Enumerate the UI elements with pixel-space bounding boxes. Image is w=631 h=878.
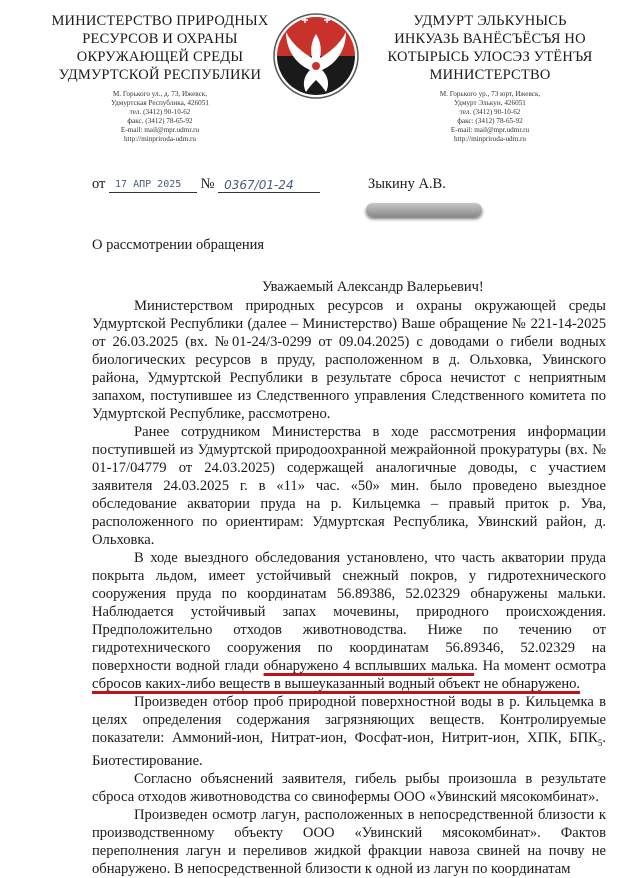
title-line: ОКРУЖАЮЩЕЙ СРЕДЫ	[76, 49, 244, 65]
date-stamp: 17 АПР 2025	[115, 179, 182, 190]
number-label: №	[200, 176, 215, 192]
text: . Биотестирование.	[92, 730, 606, 769]
website: http://minpriroda-udm.ru	[123, 135, 197, 143]
text: Произведен отбор проб природной поверхностной воды в р. Кильцемка в целях определения содержания загрязняющих веществ. Контролируемые показатели: Аммоний-ион, Нитрат-ион, Фосфат-ион, Нитрит-ион, ХПК, БПК	[92, 694, 606, 746]
text: . На момент осмотра	[474, 658, 606, 674]
ministry-name-ru	[35, 12, 285, 84]
address-line: М. Горького ур., 73 юрт, Ижевск,	[439, 90, 541, 98]
paragraph	[92, 549, 606, 693]
address-line: М. Горького ул., д. 73, Ижевск,	[112, 90, 208, 98]
letter-body	[92, 297, 606, 878]
document-date-number	[92, 176, 320, 193]
subscript: 5	[597, 737, 603, 748]
number-field	[218, 176, 320, 193]
recipient-name: Зыкину А.В.	[368, 176, 446, 192]
ministry-header-udmurt	[365, 12, 615, 144]
underlined-highlight: сбросов каких-либо веществ в вышеуказанный водный объект не обнаружено.	[92, 676, 581, 692]
document-number: 0367/01-24	[224, 178, 294, 192]
fax: факс: (3412) 78-65-92	[457, 117, 523, 125]
title-line: УДМУРТСКОЙ РЕСПУБЛИКИ	[58, 67, 262, 83]
paragraph	[92, 693, 606, 770]
fax: факс. (3412) 78-65-92	[127, 117, 193, 125]
title-line: УДМУРТ ЭЛЬКУНЫСЬ	[413, 13, 567, 29]
ministry-address-ru	[35, 90, 285, 144]
paragraph: Министерством природных ресурсов и охраны окружающей среды Удмуртской Республики (далее – Министерство) Ваше обращение № 221-14-2025 от 26.03.2025 (вх. №01-24/3-0299 от 09.04.2025) с доводами о гибели водных биологических ресурсов в пруду, расположенном в д. Ольховка, Увинского района, Удмуртской Республики в результате сброса нечистот с неприятным запахом, поступившее из Следственного управления Следственного комитета по Удмуртской Республике, рассмотрено.	[92, 298, 606, 422]
phone: тел. (3412) 90-10-62	[129, 108, 191, 116]
title-line: МИНИСТЕРСТВО	[429, 67, 551, 83]
email: E-mail: mail@mpr.udmr.ru	[450, 126, 530, 134]
from-label: от	[92, 176, 106, 192]
date-field	[109, 176, 197, 193]
paragraph: Произведен осмотр лагун, расположенных в непосредственной близости к производственному объекту ООО «Увинский мясокомбинат». Фактов переполнения лагун и переливов жидкой фракции навоза свиней на почву не обнаружено. В непосредственной близости к одной из лагун по координатам	[92, 806, 606, 877]
title-line: КОТЫРЫСЬ УЛОСЭЗ УТЁНЪЯ	[387, 49, 593, 65]
ministry-name-udm	[365, 12, 615, 84]
greeting: Уважаемый Александр Валерьевич!	[262, 279, 484, 295]
text: В ходе выездного обследования установлено, что часть акватории пруда покрыта льдом, имеет устойчивый снежный покров, у гидротехнического сооружения пруда по координатам 56.89386, 52.02329 обнаружены мальки. Наблюдается устойчивый запах мочевины, природного происхождения. Предположительно отходов животноводства. Ниже по течению от гидротехнического сооружения по координатам 56.89346, 52.02329 на поверхности водной глади	[92, 550, 606, 674]
title-line: РЕСУРСОВ И ОХРАНЫ	[82, 31, 238, 47]
title-line: МИНИСТЕРСТВО ПРИРОДНЫХ	[51, 13, 269, 29]
website: http://minpriroda-udm.ru	[453, 135, 527, 143]
paragraph: Согласно объяснений заявителя, гибель рыбы произошла в результате сброса отходов животноводства со свинофермы ООО «Увинский мясокомбинат».	[92, 770, 606, 805]
subject-line: О рассмотрении обращения	[92, 237, 265, 253]
underlined-highlight: обнаружено 4 всплывших малька	[263, 658, 475, 674]
phone: тел. (3412) 90-10-62	[459, 108, 521, 116]
title-line: ИНКУАЗЬ ВАНЁСЪЁСЪЯ НО	[394, 31, 586, 47]
udmurtia-emblem-icon	[272, 10, 360, 102]
paragraph: Ранее сотрудником Министерства в ходе рассмотрения информации поступившей из Удмуртской природоохранной межрайонной прокуратуры (вх. № 01-17/04779 от 24.03.2025) содержащей аналогичные доводы, с участием заявителя 24.03.2025 г. в «11» час. «50» мин. было проведено выездное обследование акватории пруда на р. Кильцемка – правый приток р. Ува, расположенного по ориентирам: Удмуртская Республика, Увинский район, д. Ольховка.	[92, 424, 606, 548]
ministry-address-udm	[365, 90, 615, 144]
address-line: Удмуртская Республика, 426051	[111, 99, 209, 107]
ministry-header-russian	[35, 12, 285, 144]
email: E-mail: mail@mpr.udmr.ru	[120, 126, 200, 134]
address-line: Удмурт Элькун, 426051	[454, 99, 526, 107]
redacted-address	[366, 203, 482, 217]
